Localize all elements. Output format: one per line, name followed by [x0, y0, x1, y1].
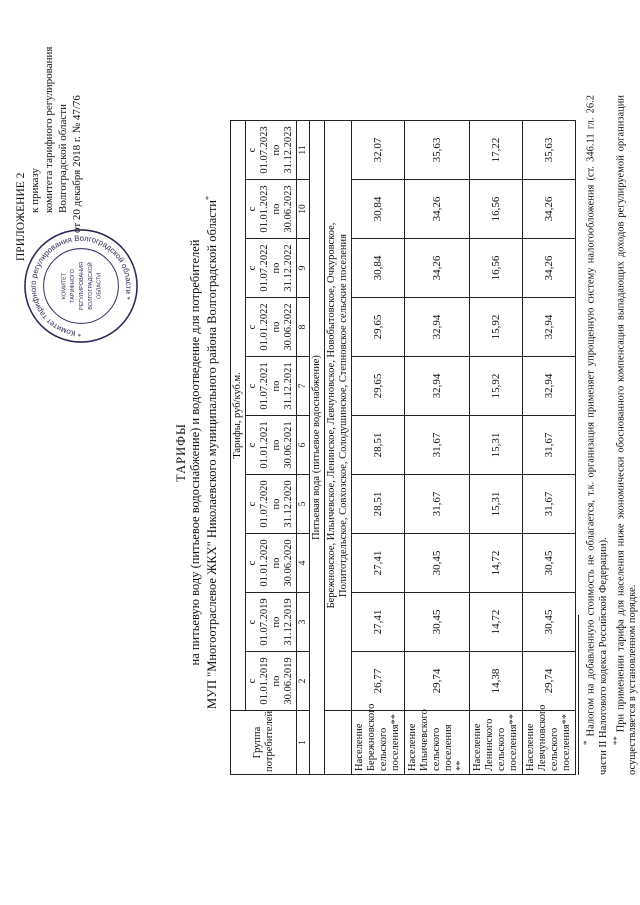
tariff-value: 32,07	[352, 120, 405, 179]
column-number: 1	[297, 711, 310, 775]
tariff-value: 31,67	[405, 475, 470, 534]
footnotes	[580, 95, 639, 775]
period-header: с 01.01.2021 по 30.06.2021	[246, 416, 297, 475]
period-header: с 01.01.2019 по 30.06.2019	[246, 652, 297, 711]
footnote-divider	[578, 615, 579, 775]
tariff-value: 30,45	[405, 534, 470, 593]
column-number: 10	[297, 180, 310, 239]
column-number: 8	[297, 298, 310, 357]
settlements-list	[325, 120, 352, 710]
period-header: с 01.01.2022 по 30.06.2022	[246, 298, 297, 357]
appendix-heading: ПРИЛОЖЕНИЕ 2	[15, 172, 27, 261]
footnote-mark: **	[610, 736, 621, 745]
tariff-value: 34,26	[523, 180, 576, 239]
settlements-line: Политотдельское, Совхозское, Солодушинское, Степновское сельские поселения	[338, 234, 349, 597]
footnote-text: При применении тарифа для населения ниже экономически обоснованного компенсация выпадающих доходов регулируемой организации осуществляется в установленном порядке.	[615, 94, 638, 775]
tariff-value: 28,51	[352, 416, 405, 475]
tariff-value: 30,84	[352, 239, 405, 298]
column-number: 9	[297, 239, 310, 298]
footnote-mark: *	[581, 740, 591, 745]
title-subtitle: на питьевую воду (питьевое водоснабжение) и водоотведение для потребителей	[188, 239, 202, 666]
tariff-value: 29,65	[352, 357, 405, 416]
tariff-value: 28,51	[352, 475, 405, 534]
tariff-value: 29,65	[352, 298, 405, 357]
seal-center-line: РЕГУЛИРОВАНИЯ	[78, 261, 85, 311]
tariff-value: 31,67	[523, 416, 576, 475]
appendix-line: от 20 декабря 2018 г. № 47/76	[71, 95, 83, 233]
tariff-value: 30,45	[523, 534, 576, 593]
settlements-spacer	[325, 711, 352, 775]
period-header-row	[246, 120, 297, 774]
group-header: Группа потребителей	[231, 711, 297, 775]
tariff-value: 34,26	[523, 239, 576, 298]
period-header: с 01.07.2020 по 31.12.2020	[246, 475, 297, 534]
footnote-1	[580, 95, 610, 775]
tariff-value: 35,63	[523, 120, 576, 179]
period-header: с 01.07.2023 по 31.12.2023	[246, 120, 297, 179]
consumer-group: Население Левчуновского сельского поселения**	[523, 711, 576, 775]
tariff-value: 32,94	[405, 357, 470, 416]
tariff-value: 16,56	[470, 239, 523, 298]
appendix-line: Волгоградской области	[57, 104, 69, 213]
tariff-value: 15,31	[470, 475, 523, 534]
period-header: с 01.07.2022 по 31.12.2022	[246, 239, 297, 298]
tariff-value: 14,72	[470, 593, 523, 652]
tariff-value: 29,74	[523, 652, 576, 711]
appendix-line: к приказу	[29, 167, 41, 213]
tariff-value: 32,94	[405, 298, 470, 357]
tariff-value: 15,31	[470, 416, 523, 475]
period-header: с 01.01.2020 по 30.06.2020	[246, 534, 297, 593]
footnote-text: Налогом на добавленную стоимость не облагается, т.к. организация применяет упрощенную систему налогообложения (ст. 346.11 гл. 26.2 части II Налогового кодекса Российской Федерации).	[585, 94, 609, 775]
seal-center-line: КОМИТЕТ	[61, 272, 68, 300]
tariff-value: 17,22	[470, 120, 523, 179]
consumer-group: Население Ильичевского сельского поселения **	[405, 711, 470, 775]
tariff-value: 29,74	[405, 652, 470, 711]
tariff-value: 35,63	[405, 120, 470, 179]
table-row	[405, 120, 470, 774]
tariffs-header: Тарифы, руб/куб.м.	[231, 120, 246, 710]
tariff-value: 34,26	[405, 180, 470, 239]
period-header: с 01.07.2021 по 31.12.2021	[246, 357, 297, 416]
seal-center-line: ВОЛГОГРАДСКОЙ	[87, 262, 94, 310]
tariff-value: 15,92	[470, 357, 523, 416]
title-organization	[202, 130, 219, 775]
consumer-group: Население Бережновского сельского поселения**	[352, 711, 405, 775]
column-number: 2	[297, 652, 310, 711]
column-number: 6	[297, 416, 310, 475]
settlements-line: Бережновское, Ильичевское, Ленинское, Левчуновское, Новобытовское, Очкуровское,	[326, 222, 337, 609]
column-number: 4	[297, 534, 310, 593]
column-number: 7	[297, 357, 310, 416]
tariff-value: 32,94	[523, 298, 576, 357]
column-number: 11	[297, 120, 310, 179]
consumer-group: Население Ленинского сельского поселения**	[470, 711, 523, 775]
section-row	[310, 120, 325, 774]
column-number: 5	[297, 475, 310, 534]
footnote-mark: *	[204, 196, 213, 201]
table-row	[352, 120, 405, 774]
tariff-value: 34,26	[405, 239, 470, 298]
footnote-2	[610, 95, 640, 775]
tariff-value: 27,41	[352, 593, 405, 652]
period-header: с 01.07.2019 по 31.12.2019	[246, 593, 297, 652]
title-main: ТАРИФЫ	[174, 423, 188, 482]
appendix-line: комитета тарифного регулирования	[43, 46, 55, 213]
title-organization-text: МУП "Многоотраслевое ЖКХ" Николаевского муниципального района Волгоградской области	[205, 200, 220, 709]
tariff-value: 16,56	[470, 180, 523, 239]
tariff-value: 27,41	[352, 534, 405, 593]
seal-center-line: ОБЛАСТИ	[96, 272, 103, 300]
tariff-value: 14,38	[470, 652, 523, 711]
tariff-value: 14,72	[470, 534, 523, 593]
period-header: с 01.01.2023 по 30.06.2023	[246, 180, 297, 239]
tariff-value: 15,92	[470, 298, 523, 357]
document-title	[174, 130, 219, 775]
column-number-row	[297, 120, 310, 774]
tariff-value: 30,84	[352, 180, 405, 239]
tariff-value: 31,67	[523, 475, 576, 534]
column-number: 3	[297, 593, 310, 652]
tariff-table	[230, 120, 576, 775]
appendix-block	[14, 23, 84, 353]
section-title: Питьевая вода (питьевое водоснабжение)	[310, 120, 325, 774]
tariff-value: 26,77	[352, 652, 405, 711]
tariff-value: 30,45	[523, 593, 576, 652]
tariff-value: 30,45	[405, 593, 470, 652]
tariff-value: 32,94	[523, 357, 576, 416]
table-row	[470, 120, 523, 774]
table-row	[523, 120, 576, 774]
settlements-row	[325, 120, 352, 774]
tariff-value: 31,67	[405, 416, 470, 475]
seal-center-line: ТАРИФНОГО	[70, 269, 77, 303]
seal-ring-text: * Комитет тарифного регулирования Волгоградской области *	[28, 233, 134, 339]
